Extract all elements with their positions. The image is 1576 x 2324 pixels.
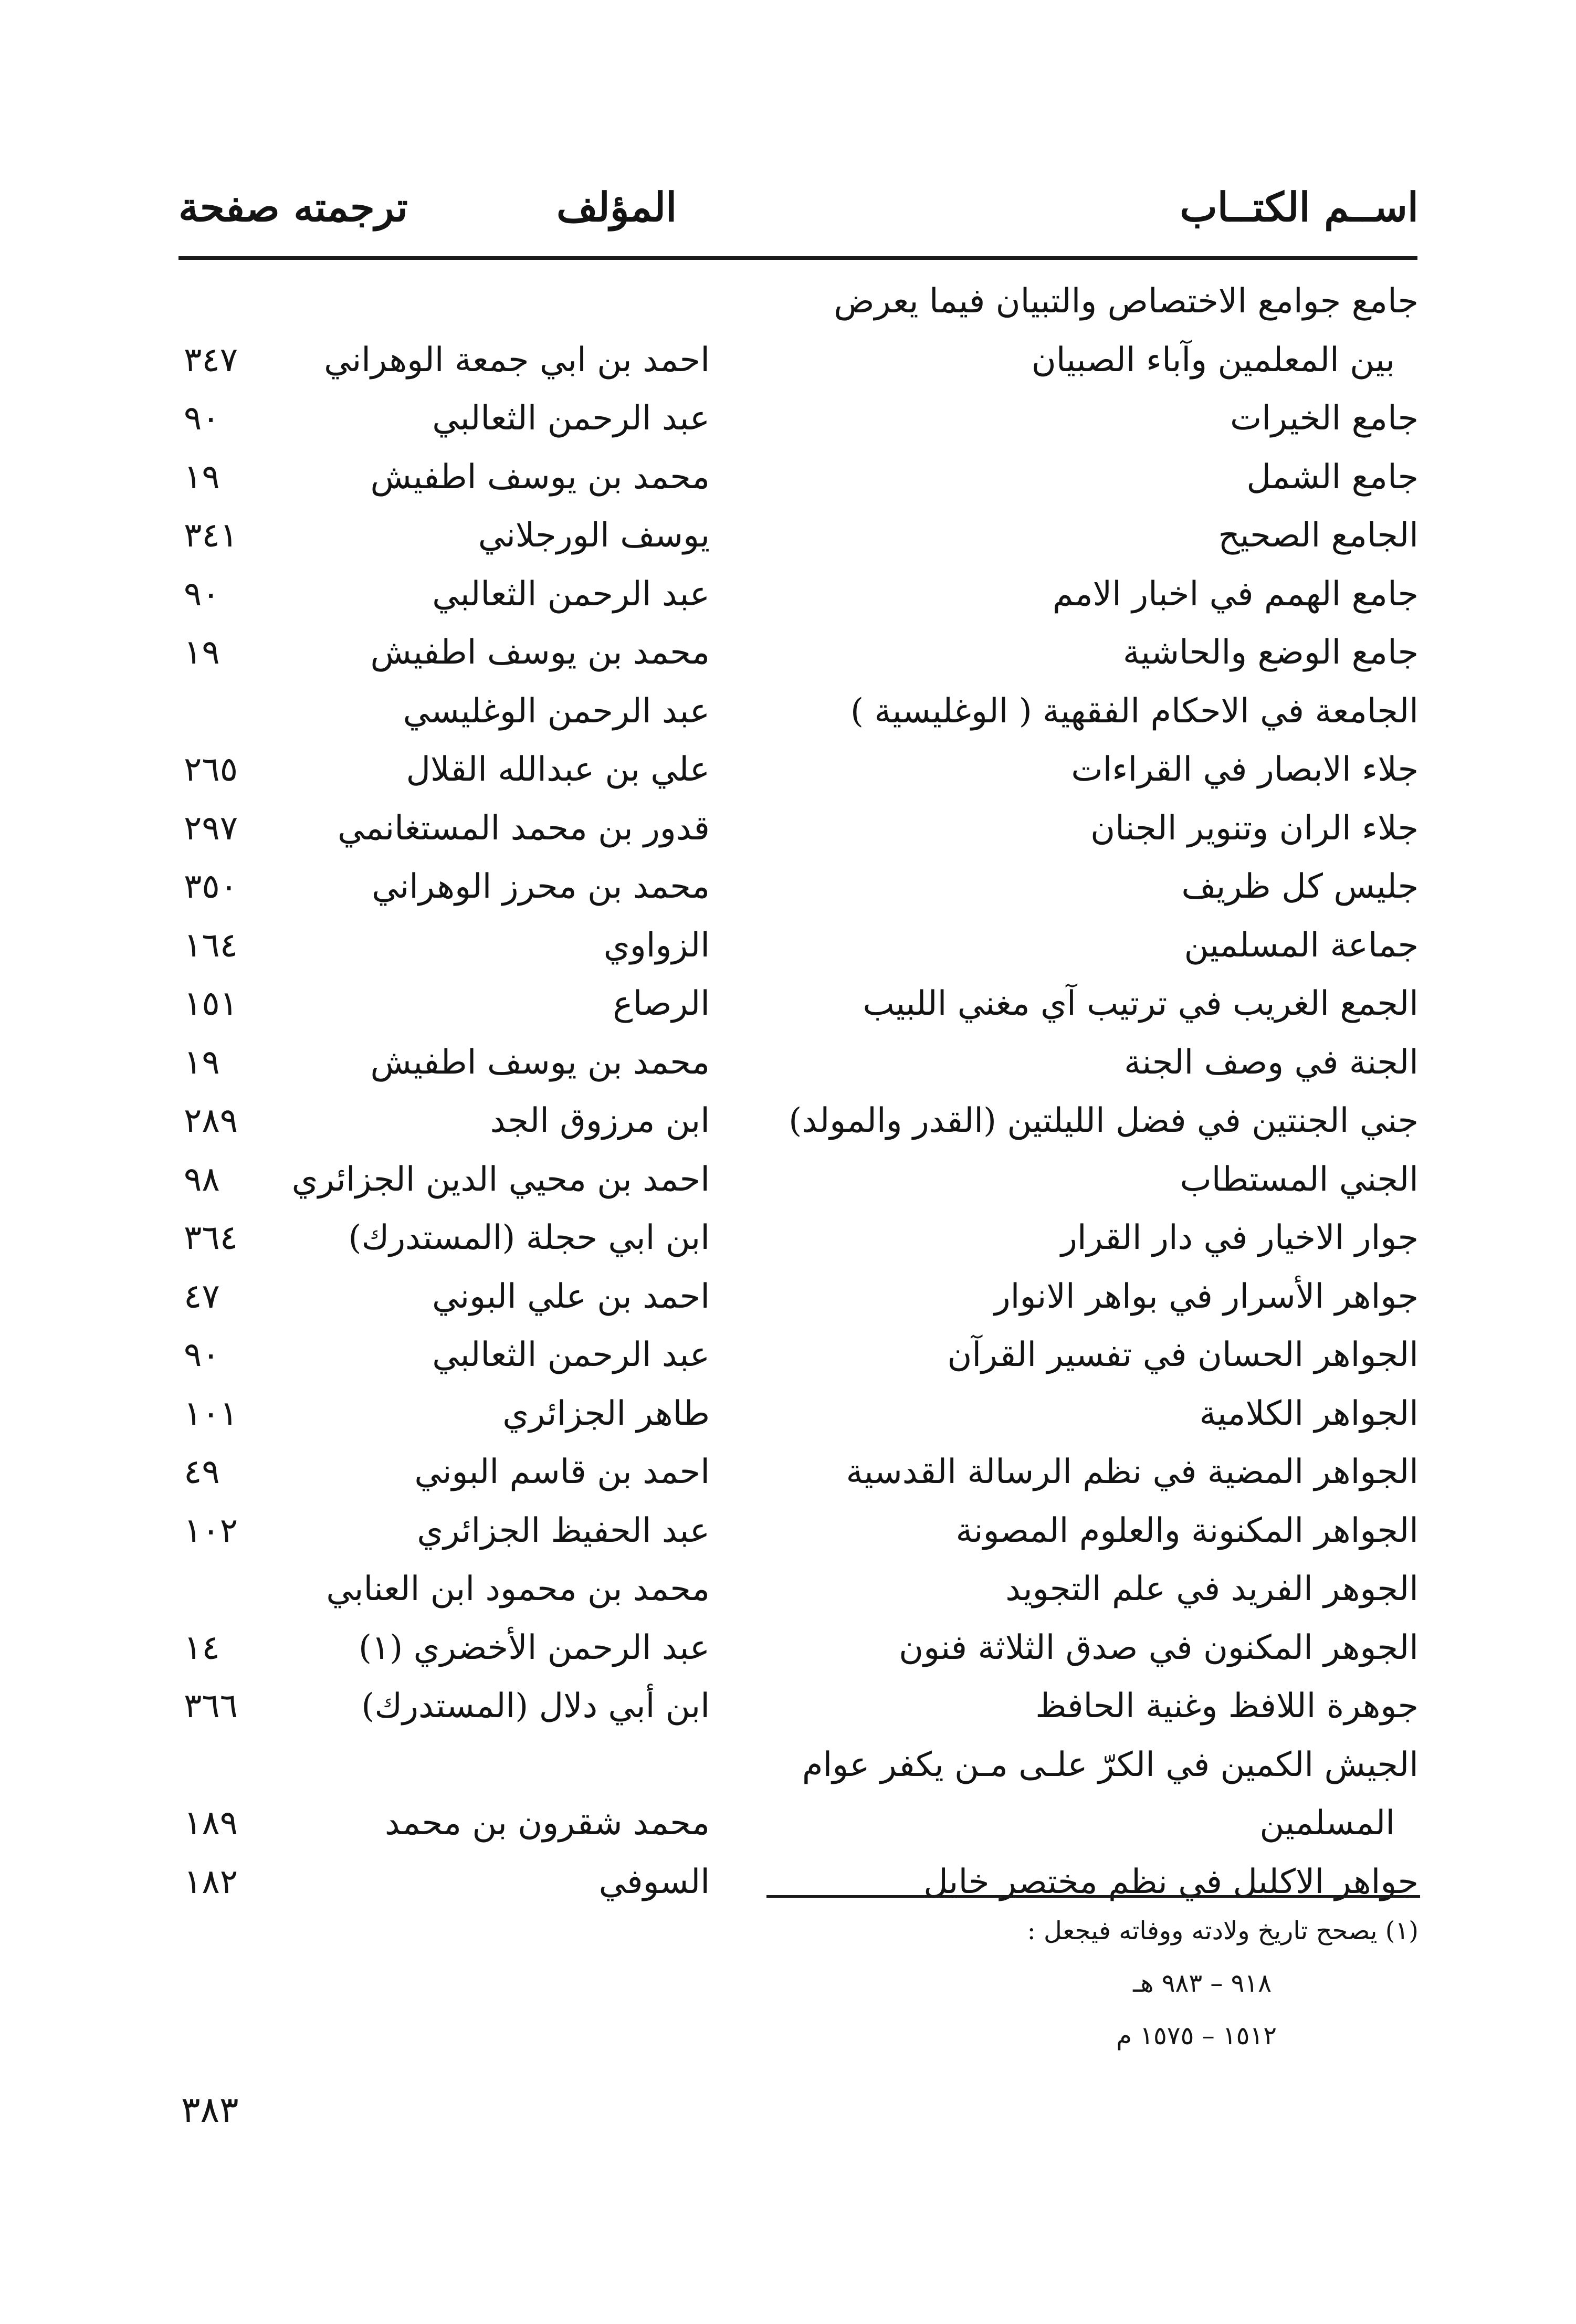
table-row (0, 1034, 1576, 1093)
header-author: المؤلف (556, 184, 677, 230)
table-row (0, 390, 1576, 449)
author-name: محمد بن محرز الوهراني (372, 867, 710, 906)
author-name: عبد الرحمن الأخضري (١) (358, 1628, 710, 1667)
page-number-ref: ٩٠ (184, 574, 220, 614)
author-name: ابن أبي دلال (المستدرك) (361, 1687, 710, 1726)
table-row (0, 332, 1576, 391)
book-title: الجمع الغريب في ترتيب آي مغني اللبيب (863, 984, 1419, 1023)
author-name: محمد بن محمود ابن العنابي (326, 1570, 710, 1608)
book-title: الجني المستطاب (1180, 1160, 1419, 1199)
author-name: السوفي (598, 1862, 710, 1901)
footnote-gregorian-dates: ١٥١٢ – ١٥٧٥ م (1116, 2021, 1277, 2050)
page-number-ref: ٩٨ (184, 1160, 220, 1199)
author-name: احمد بن علي البوني (432, 1277, 710, 1316)
author-name: محمد بن يوسف اطفيش (370, 457, 710, 497)
book-title: الجيش الكمين في الكرّ علـى مـن يكفر عوام (802, 1745, 1419, 1784)
header-biography-page: ترجمته صفحة (178, 184, 408, 230)
page-number-ref: ٤٧ (184, 1277, 220, 1316)
table-row (0, 1327, 1576, 1385)
footnote (1027, 1916, 1419, 2074)
page-number-ref: ١٨٩ (184, 1804, 238, 1843)
book-title: جماعة المسلمين (1184, 926, 1419, 965)
author-name: محمد بن يوسف اطفيش (370, 1043, 710, 1082)
table-row (0, 683, 1576, 742)
page-number-ref: ٢٦٥ (184, 750, 238, 789)
table-row (0, 1502, 1576, 1561)
table-row (0, 1620, 1576, 1678)
book-title: الجامعة في الاحكام الفقهية ( الوغليسية ) (850, 691, 1419, 731)
page-number-ref: ٤٩ (184, 1453, 220, 1491)
book-title: الجواهر المكنونة والعلوم المصونة (955, 1511, 1419, 1550)
author-name: ابن ابي حجلة (المستدرك) (348, 1218, 710, 1257)
author-name: عبد الرحمن الثعالبي (432, 574, 710, 614)
book-title: بين المعلمين وآباء الصبيان (1031, 340, 1395, 380)
table-row (0, 1210, 1576, 1268)
table-row (0, 1268, 1576, 1327)
author-name: احمد بن قاسم البوني (414, 1453, 710, 1491)
table-row (0, 507, 1576, 566)
page-number-ref: ١٩ (184, 1043, 220, 1082)
author-name: عبد الرحمن الوغليسي (403, 691, 710, 731)
book-title: الجواهر المضية في نظم الرسالة القدسية (846, 1453, 1419, 1491)
author-name: الزواوي (603, 926, 710, 965)
page-number-ref: ١٩ (184, 457, 220, 497)
book-title: الجنة في وصف الجنة (1124, 1043, 1419, 1082)
author-name: محمد شقرون بن محمد (384, 1804, 710, 1843)
author-name: قدور بن محمد المستغانمي (338, 808, 710, 848)
table-row (0, 858, 1576, 917)
index-table (0, 273, 1576, 1912)
book-title: جليس كل ظريف (1181, 867, 1419, 906)
author-name: محمد بن يوسف اطفيش (370, 633, 710, 672)
book-title: جامع الوضع والحاشية (1122, 633, 1419, 672)
table-row (0, 1737, 1576, 1795)
author-name: احمد بن محيي الدين الجزائري (291, 1160, 710, 1199)
table-row (0, 1151, 1576, 1210)
author-name: علي بن عبدالله القلال (406, 750, 710, 789)
table-row (0, 917, 1576, 976)
table-row (0, 975, 1576, 1034)
book-title: جواهر الأسرار في بواهر الانوار (994, 1277, 1419, 1316)
page-number-ref: ٣٤١ (184, 516, 238, 555)
page-number-ref: ١٠١ (184, 1394, 238, 1433)
author-name: طاهر الجزائري (502, 1394, 710, 1433)
page-number-ref: ١٦٤ (184, 926, 238, 965)
table-row (0, 1561, 1576, 1620)
page-number-ref: ١٨٢ (184, 1862, 238, 1901)
table-header (0, 168, 1576, 241)
page-number-ref: ٢٩٧ (184, 808, 238, 848)
table-row (0, 1444, 1576, 1502)
page-number-ref: ١٩ (184, 633, 220, 672)
book-title: جامع الهمم في اخبار الامم (1052, 574, 1419, 614)
header-book-title: اســم الكتــاب (1180, 184, 1419, 230)
book-title: جوهرة اللافظ وغنية الحافظ (1035, 1687, 1419, 1726)
table-row (0, 566, 1576, 625)
table-row (0, 800, 1576, 859)
table-row (0, 1795, 1576, 1854)
table-row (0, 273, 1576, 332)
header-rule (178, 256, 1417, 260)
page-number-ref: ٩٠ (184, 1335, 220, 1374)
book-title: الجواهر الكلامية (1199, 1394, 1419, 1433)
page-number-ref: ٩٠ (184, 399, 220, 438)
book-title: الجواهر الحسان في تفسير القرآن (947, 1335, 1419, 1374)
book-title: جوار الاخيار في دار القرار (1060, 1218, 1419, 1257)
book-title: الجامع الصحيح (1218, 516, 1419, 555)
book-title: جامع جوامع الاختصاص والتبيان فيما يعرض (834, 282, 1419, 321)
book-title: جلاء الران وتنوير الجنان (1090, 808, 1419, 848)
page-number: ٣٨٣ (181, 2089, 239, 2131)
table-row (0, 1854, 1576, 1912)
author-name: ابن مرزوق الجد (490, 1101, 710, 1140)
footnote-rule (766, 1895, 1420, 1898)
footnote-line: (١) يصحح تاريخ ولادته ووفاته فيجعل : (1027, 1916, 1419, 1946)
table-row (0, 1092, 1576, 1151)
footnote-hijri-dates: ٩١٨ – ٩٨٣ هـ (1133, 1969, 1272, 1998)
book-title: الجوهر المكنون في صدق الثلاثة فنون (899, 1628, 1419, 1667)
book-title: المسلمين (1259, 1804, 1395, 1843)
author-name: الرصاع (613, 984, 710, 1023)
page-number-ref: ٣٦٦ (184, 1687, 238, 1726)
author-name: عبد الحفيظ الجزائري (417, 1511, 710, 1550)
table-row (0, 1385, 1576, 1444)
book-title: جني الجنتين في فضل الليلتين (القدر والمولد) (789, 1101, 1419, 1140)
author-name: عبد الرحمن الثعالبي (432, 399, 710, 438)
page-number-ref: ٣٥٠ (184, 867, 238, 906)
table-row (0, 449, 1576, 508)
page-number-ref: ١٤ (184, 1628, 220, 1667)
table-row (0, 741, 1576, 800)
table-row (0, 1678, 1576, 1737)
book-title: جامع الشمل (1246, 457, 1419, 497)
book-title: الجوهر الفريد في علم التجويد (1005, 1570, 1419, 1608)
page-number-ref: ٢٨٩ (184, 1101, 238, 1140)
author-name: احمد بن ابي جمعة الوهراني (324, 340, 710, 380)
page-number-ref: ١٠٢ (184, 1511, 238, 1550)
author-name: يوسف الورجلاني (478, 516, 710, 555)
table-row (0, 624, 1576, 683)
page-number-ref: ٣٦٤ (184, 1218, 238, 1257)
page-number-ref: ٣٤٧ (184, 340, 238, 380)
page-number-ref: ١٥١ (184, 984, 238, 1023)
book-title: جواهر الاكليل في نظم مختصر خايل (923, 1862, 1419, 1901)
book-title: جامع الخيرات (1230, 399, 1419, 438)
book-title: جلاء الابصار في القراءات (1071, 750, 1419, 789)
author-name: عبد الرحمن الثعالبي (432, 1335, 710, 1374)
